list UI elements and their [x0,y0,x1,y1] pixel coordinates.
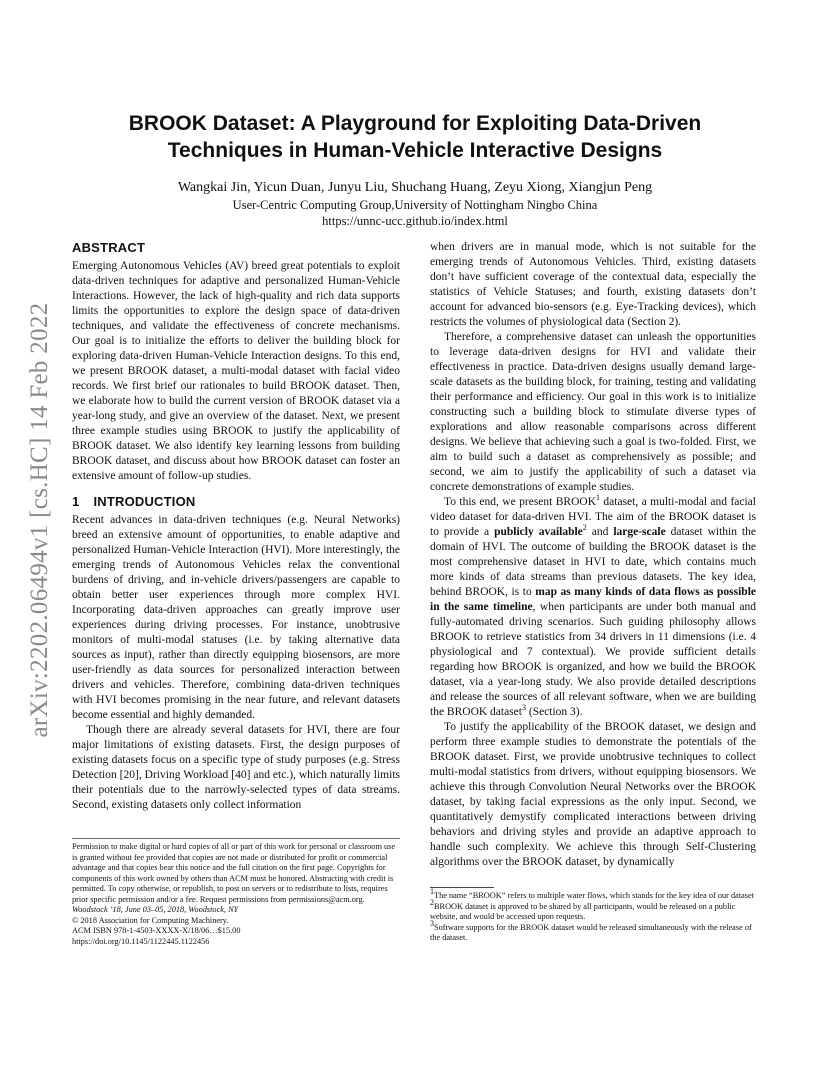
affiliation: User-Centric Computing Group,University of Nottingham Ningbo China [232,198,598,212]
permission-block [72,838,400,947]
intro-paragraph-2-continued: when drivers are in manual mode, which is not suitable for the emerging trends of Autonomous Vehicles. Third, existing datasets don’t have sufficient coverage of the contextual data, especially the statistics of Vehicle Statuses; and fourth, existing datasets don’t account for advanced bio-sensors (e.g. Eye-Tracking devices), which restricts the volumes of physiological data (Section 2). [430,241,756,328]
copyright-line: © 2018 Association for Computing Machinery. [72,915,229,925]
title-line-2: Techniques in Human-Vehicle Interactive Designs [167,139,663,162]
intro-paragraph-2: Though there are already several datasets for HVI, there are four major limitations of existing datasets. First, the design purposes of existing datasets focus on a specific type of study purposes (e.g. Stress Detection [20], Driving Workload [40] and etc.), which naturally limits their potentials due to the narrowly-selected types of data streams. Second, existing datasets only collect information [72,724,400,811]
title-line-1: BROOK Dataset: A Playground for Exploiting Data-Driven [128,112,702,135]
footnotes [430,887,756,944]
footnote-text-3: Software supports for the BROOK dataset would be released simultaneously with the release of the dataset. [430,922,752,942]
group-url[interactable]: https://unnc-ucc.github.io/index.html [322,214,508,228]
footnote-rule [430,887,494,888]
footnote-ref-1[interactable]: 1 [596,493,601,503]
intro-paragraph-3: Therefore, a comprehensive dataset can unleash the opportunities to leverage data-driven designs for HVI and validate their effectiveness in practice. Data-driven designs usually demand large-scale datasets as the building block, for training, testing and validating their performance and efficiency. Our goal in this work is to initialize constructing such a building block to stimulate diverse types of explorations and allow reasonable comparisons across different designs. We believe that achieving such a goal is two-folded. First, we aim to build such a dataset as comprehensively as possible; and second, we aim to justify the applicability of such a dataset via concrete demonstrations of example studies. [430,331,756,493]
isbn-line: ACM ISBN 978-1-4503-XXXX-X/18/06…$15.00 [72,926,241,935]
abstract-text: Emerging Autonomous Vehicles (AV) breed great potentials to exploit data-driven techniques for adaptive and personalized Human-Vehicle Interactions. However, the lack of high-quality and rich data supports limits the opportunities to explore the design space of data-driven techniques, and validate the effectiveness of concrete mechanisms. Our goal is to initialize the efforts to deliver the building block for exploring data-driven Human-Vehicle Interaction designs. To this end, we present BROOK dataset, a multi-modal dataset with facial video records. We first brief our rationales to build BROOK dataset. Then, we elaborate how to build the current version of BROOK dataset via a year-long study, and give an overview of the dataset. Next, we present three example studies using BROOK to justify the applicability of BROOK dataset. We also identify key learning lessons from building BROOK dataset, and discuss about how BROOK dataset can foster an extensive amount of follow-up studies. [72,260,400,482]
footnote-mark-3: 3 [430,918,434,928]
affiliation-block [70,197,760,229]
footnote-mark-1: 1 [430,887,434,897]
introduction-heading [72,494,400,509]
intro-paragraph-1: Recent advances in data-driven techniques (e.g. Neural Networks) breed an extensive amount of opportunities, to enable adaptive and personalized Human-Vehicle Interaction (HVI). More interestingly, the emerging trends of Autonomous Vehicles relax the conventional burdens of driving, and in-vehicle drivers/passengers are capable to obtain better user experiences through more complex HVI. Incorporating data-driven approaches can greatly improve user experiences during driving processes. For instance, unobtrusive monitors of multi-modal statuses (i.e. by taking alternative data sources as input), rather than directly equipping biosensors, are more user-friendly as data sources for personalized interaction between drivers and vehicles. Therefore, combining data-driven techniques with HVI becomes promising in the near future, and relevant datasets become essential and highly demanded. [72,514,400,721]
footnote-ref-2[interactable]: 2 [582,523,587,533]
doi-link[interactable]: https://doi.org/10.1145/1122445.1122456 [72,936,210,946]
p4-bold-key-idea: map as many kinds of data flows as possible in the same timeline [430,586,757,613]
p4-text-a: To this end, we present BROOK [444,496,597,508]
venue-line: Woodstock ’18, June 03–05, 2018, Woodstock, NY [72,905,239,914]
footnote-text-2: BROOK dataset is approved to be shared by all participants, would be released on a public website, and would be accessed upon requests. [430,901,736,921]
section-number: 1 [72,494,80,509]
footnote-ref-3[interactable]: 3 [521,703,526,713]
footnote-3 [430,918,756,944]
abstract-heading: ABSTRACT [72,240,146,255]
p4-text-c: and [586,526,614,538]
arxiv-side-stamp [20,280,60,760]
p4-text-f: (Section 3). [525,706,583,718]
p4-bold-publicly-available: publicly available [494,526,583,538]
p4-text-d: dataset within the domain of HVI. The outcome of building the BROOK dataset is the most comprehensive dataset in HVI to date, which contains much more kinds of data streams than previous datasets. The key idea, behind BROOK, is to [430,526,756,598]
right-column [430,240,756,870]
intro-paragraph-4 [430,495,756,720]
footnote-1 [430,887,756,902]
arxiv-identifier: arXiv:2202.06494v1 [cs.HC] 14 Feb 2022 [26,302,53,738]
footnote-mark-2: 2 [430,897,434,907]
p4-text-e: , when participants are under both manual and fully-automated driving scenarios. Such guiding philosophy allows BROOK to retrieve statistics from 34 drivers in 11 dimensions (i.e. 4 physiological and 7 contextual). We provide sufficient details regarding how BROOK is organized, and how we build the BROOK dataset, via a year-long study. We also provide detailed descriptions and release the sources of all relevant software, when we are building the BROOK dataset [430,601,756,718]
paper-title [70,110,760,164]
intro-paragraph-5: To justify the applicability of the BROOK dataset, we design and perform three example studies to demonstrate the potentials of the BROOK dataset. First, we provide unobtrusive techniques to collect multi-modal statistics from drivers, without equipping biosensors. We achieve this through Convolution Neural Networks over the BROOK dataset, by taking facial expressions as the only input. Second, we quantitatively demystify complicated interactions between driving behaviors and driving styles and provide an adaptive approach to handle such complexity. We achieve this through Self-Clustering algorithms over the BROOK dataset, by dynamically [430,721,756,868]
author-list: Wangkai Jin, Yicun Duan, Junyu Liu, Shuchang Huang, Zeyu Xiong, Xiangjun Peng [177,180,653,195]
footnote-2 [430,897,756,923]
permission-text: Permission to make digital or hard copies of all or part of this work for personal or classroom use is granted without fee provided that copies are not made or distributed for profit or commercial advantage and that copies bear this notice and the full citation on the first page. Copyrights for components of this work owned by others than ACM must be honored. Abstracting with credit is permitted. To copy otherwise, or republish, to post on servers or to redistribute to lists, requires prior specific permission and/or a fee. Request permissions from permissions@acm.org. [72,842,396,904]
section-title: INTRODUCTION [93,494,196,509]
left-column [72,240,400,813]
p4-text-b: dataset, a multi-modal and facial video dataset for data-driven HVI. The aim of the BROOK dataset is to provide a [430,496,756,538]
p4-bold-large-scale: large-scale [613,526,666,538]
footnote-text-1: The name “BROOK” refers to multiple water flows, which stands for the key idea of our dataset [434,891,755,900]
